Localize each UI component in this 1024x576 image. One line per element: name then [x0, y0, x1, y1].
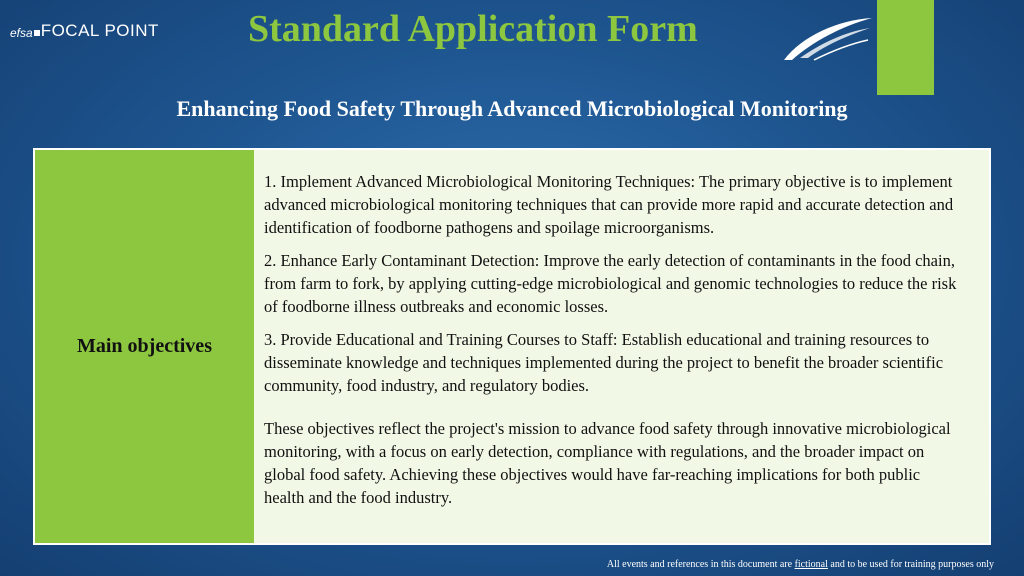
objectives-summary: These objectives reflect the project's mission to advance food safety through innovative microbiological monitoring, with a focus on early detection, compliance with regulations, and the broader impact on global food safety. Achieving these objectives would have far-reaching implications for both public health and the food industry. — [264, 419, 951, 507]
logo-square-icon — [34, 30, 40, 36]
objective-item: 2. Enhance Early Contaminant Detection: Improve the early detection of contaminants in the food chain, from farm to fork, by applying cutting-edge microbiological and genomic technologies to reduce the risk of foodborne illness outbreaks and economic losses. — [264, 251, 957, 316]
swoosh-logo-icon — [780, 14, 876, 64]
efsa-focal-point-logo — [10, 22, 159, 39]
logo-efsa-text: efsa — [10, 26, 33, 40]
page-title: Standard Application Form — [248, 8, 698, 50]
footer-suffix: and to be used for training purposes only — [827, 559, 994, 570]
footer-prefix: All events and references in this document are — [606, 559, 795, 570]
objectives-body — [254, 150, 989, 543]
page-subtitle: Enhancing Food Safety Through Advanced Microbiological Monitoring — [176, 96, 848, 121]
accent-bar — [877, 0, 934, 95]
objectives-label: Main objectives — [35, 150, 254, 543]
objectives-panel — [33, 148, 991, 545]
logo-focal-point-text: FOCAL POINT — [40, 21, 159, 40]
objective-item: 1. Implement Advanced Microbiological Monitoring Techniques: The primary objective is to implement advanced microbiological monitoring techniques that can provide more rapid and accurate detection and identification of foodborne pathogens and spoilage microorganisms. — [264, 172, 954, 237]
footer-fictional: fictional — [794, 559, 828, 570]
objective-item: 3. Provide Educational and Training Courses to Staff: Establish educational and training resources to disseminate knowledge and techniques implemented during the project to benefit the broader scientific community, food industry, and regulatory bodies. — [264, 330, 944, 395]
disclaimer-footer — [607, 559, 994, 570]
